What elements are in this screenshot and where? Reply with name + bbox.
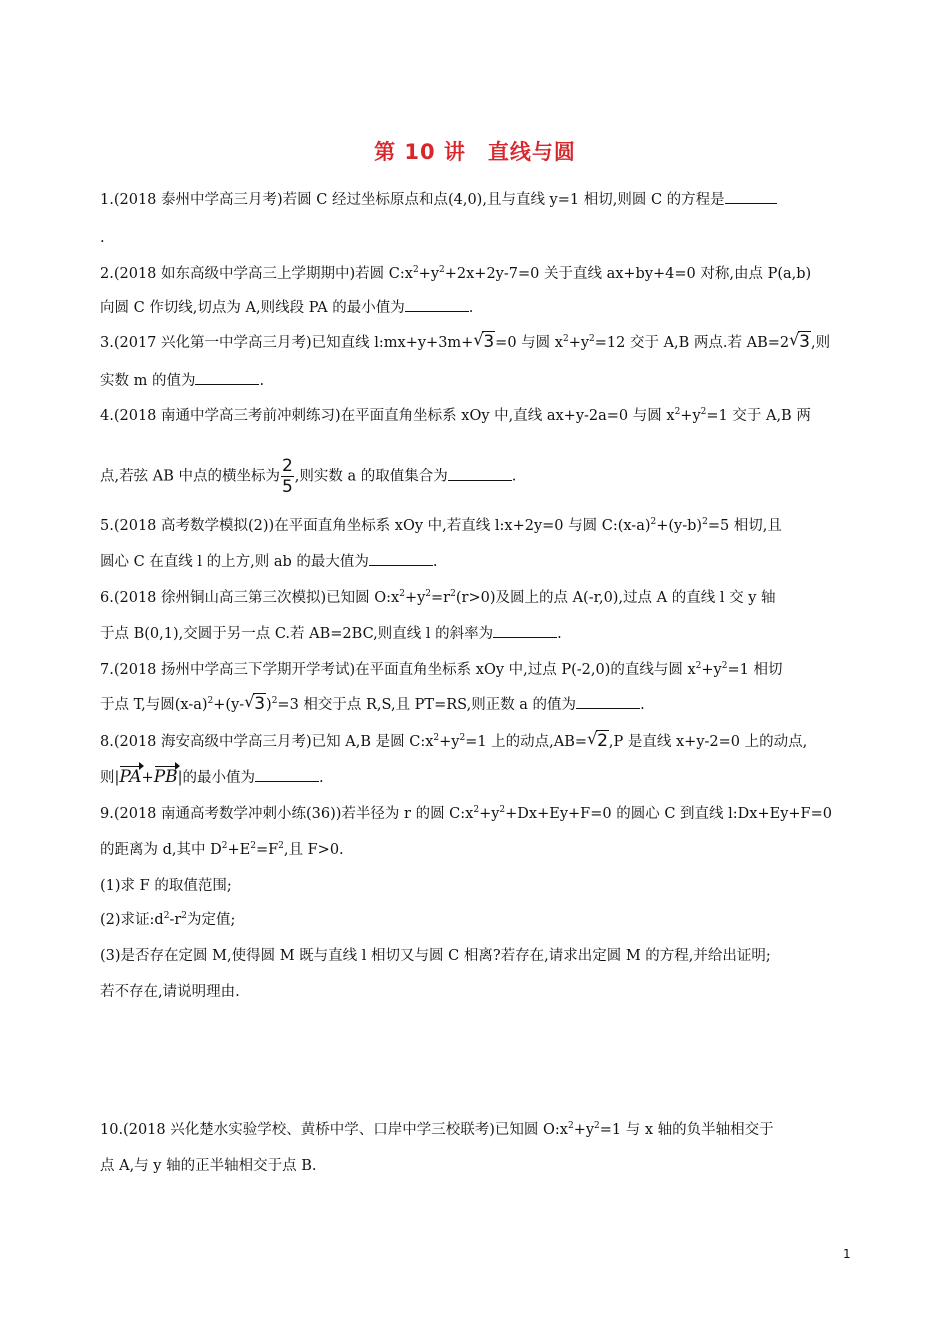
q6-line2: 于点 B(0,1),交圆于另一点 C.若 AB=2BC,则直线 l 的斜率为 . xyxy=(100,626,562,642)
vector-pb: PB xyxy=(153,767,178,787)
q9-sub2: (2)求证$:d^2-r^2$为定值; xyxy=(100,911,236,928)
q8-line1: 8.(2018 海安高级中学高三月考)已知 A,B 是圆 $C:x^2+y^2=1$ 上的动点,AB= √ 2,P 是直线 x+y-2=0 上的动点, xyxy=(100,729,808,751)
q5-line2: 圆心 C 在直线 l 的上方,则 ab 的最大值为 . xyxy=(100,554,438,570)
sqrt-3: √ 3 xyxy=(244,692,266,714)
sqrt-3: √ 3 xyxy=(789,330,810,352)
sqrt-3: √ 3 xyxy=(473,330,495,352)
q10-line1: 10.(2018 兴化楚水实验学校、黄桥中学、口岸中学三校联考)已知圆 $O:x^2+y^2=1$ 与 x 轴的负半轴相交于 xyxy=(100,1121,774,1138)
q1-line2: . xyxy=(100,230,105,246)
page-number: 1 xyxy=(843,1247,851,1261)
q9-sub4: 若不存在,请说明理由. xyxy=(100,984,240,1000)
q5-line1: 5.(2018 高考数学模拟(2))在平面直角坐标系 xOy 中,若直线 l:x+2y=0 与圆 $C:(x-a)^2+(y-b)^2=5$ 相切,且 xyxy=(100,517,782,534)
q8-line2: 则|PA+PB|的最小值为 . xyxy=(100,767,324,787)
q6-line1: 6.(2018 徐州铜山高三第三次模拟)已知圆 $O:x^2+y^2=r^2(r>0)$及圆上的点 A(-r,0),过点 A 的直线 l 交 y 轴 xyxy=(100,589,776,606)
vector-pa: PA xyxy=(119,767,142,787)
q9-sub3: (3)是否存在定圆 M,使得圆 M 既与直线 l 相切又与圆 C 相离?若存在,请求出定圆 M 的方程,并给出证明; xyxy=(100,948,771,964)
q2-line1: 2.(2018 如东高级中学高三上学期期中)若圆 $C:x^2+y^2+2x+2y-7=0$ 关于直线 ax+by+4=0 对称,由点 P(a,b) xyxy=(100,265,812,282)
q9-sub1: (1)求 F 的取值范围; xyxy=(100,878,232,894)
q7-line2: 于点 T,与圆$(x-a)^2+(y-$ √ 3)$^2$=3 相交于点 R,S,且 PT=RS,则正数 a 的值为 . xyxy=(100,692,645,714)
q4-line1: 4.(2018 南通中学高三考前冲刺练习)在平面直角坐标系 xOy 中,直线 ax+y-2a=0 与圆 $x^2+y^2=1$ 交于 A,B 两 xyxy=(100,407,811,424)
answer-blank[interactable] xyxy=(725,191,777,204)
q2-line2: 向圆 C 作切线,切点为 A,则线段 PA 的最小值为 . xyxy=(100,300,474,316)
q9-line1: 9.(2018 南通高考数学冲刺小练(36))若半径为 r 的圆 $C:x^2+y^2+Dx+Ey+F=0$ 的圆心 C 到直线 l:Dx+Ey+F=0 xyxy=(100,805,832,822)
q1-line1: 1.(2018 泰州中学高三月考)若圆 C 经过坐标原点和点(4,0),且与直线 y=1 相切,则圆 C 的方程是 xyxy=(100,190,777,210)
q4-line2: 点,若弦 AB 中点的横坐标为 $\frac{2}{5}$ ,则实数 a 的取值集合为 . xyxy=(100,456,517,497)
q9-line2: 的距离为 d,其中 $D^2+E^2=F^2$,且 F>0. xyxy=(100,841,344,858)
q3-line1: 3.(2017 兴化第一中学高三月考)已知直线 l:mx+y+3m+ √ 3=0 与圆 $x^2+y^2=12$ 交于 A,B 两点.若 AB=2 √ 3,则 xyxy=(100,330,831,352)
page-title: 第 10 讲 直线与圆 xyxy=(374,140,576,164)
answer-blank[interactable] xyxy=(405,299,469,312)
answer-blank[interactable] xyxy=(576,696,640,709)
answer-blank[interactable] xyxy=(369,553,433,566)
sqrt-2: √ 2 xyxy=(587,729,608,751)
answer-blank[interactable] xyxy=(255,769,319,782)
q10-line2: 点 A,与 y 轴的正半轴相交于点 B. xyxy=(100,1158,317,1174)
fraction-2-5: $\frac{2}{5}$ xyxy=(281,456,293,497)
q3-line2: 实数 m 的值为 . xyxy=(100,373,265,389)
answer-blank[interactable] xyxy=(195,372,259,385)
answer-blank[interactable] xyxy=(493,625,557,638)
answer-blank[interactable] xyxy=(448,468,512,481)
q7-line1: 7.(2018 扬州中学高三下学期开学考试)在平面直角坐标系 xOy 中,过点 P(-2,0)的直线与圆 $x^2+y^2=1$ 相切 xyxy=(100,661,783,678)
